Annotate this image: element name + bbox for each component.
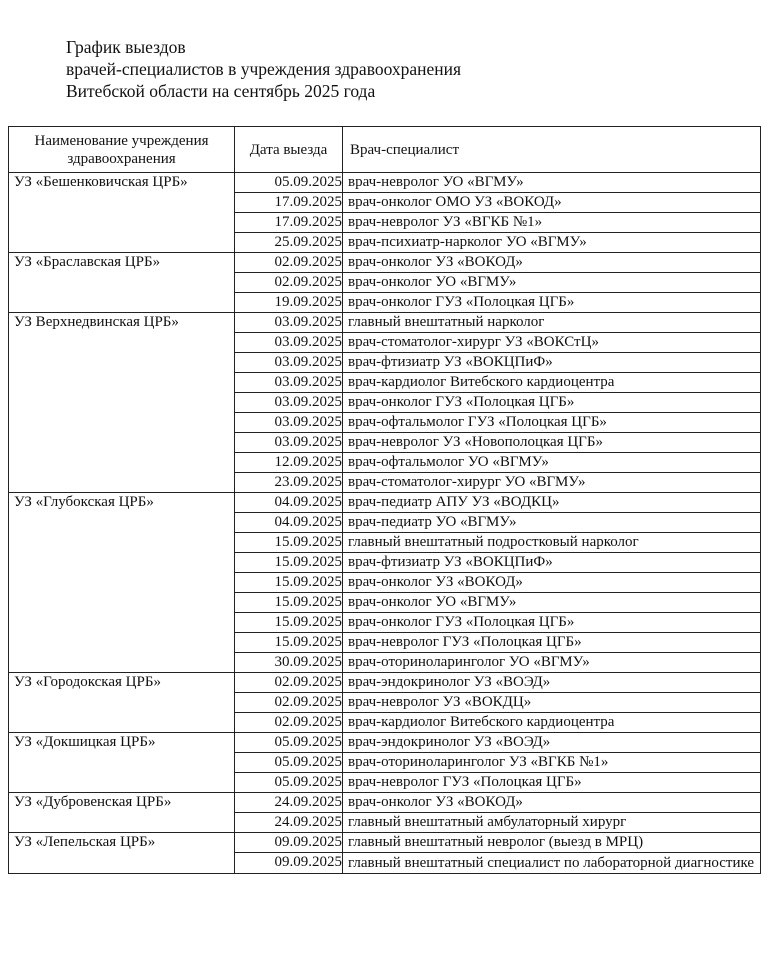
date-cell: 03.09.2025 (235, 333, 343, 353)
institution-cell: УЗ «Лепельская ЦРБ» (9, 833, 235, 874)
table-header-row (9, 127, 761, 173)
date-cell: 04.09.2025 (235, 493, 343, 513)
table-row (9, 673, 761, 693)
table-row (9, 793, 761, 813)
doctor-cell: врач-онколог УЗ «ВОКОД» (343, 253, 761, 273)
date-cell: 17.09.2025 (235, 213, 343, 233)
table-row (9, 493, 761, 513)
doctor-cell: врач-онколог УЗ «ВОКОД» (343, 573, 761, 593)
date-cell: 15.09.2025 (235, 573, 343, 593)
doctor-cell: врач-педиатр УО «ВГМУ» (343, 513, 761, 533)
doctor-cell: врач-оториноларинголог УО «ВГМУ» (343, 653, 761, 673)
institution-cell: УЗ «Браславская ЦРБ» (9, 253, 235, 313)
date-cell: 05.09.2025 (235, 753, 343, 773)
date-cell: 03.09.2025 (235, 413, 343, 433)
doctor-cell: врач-невролог УЗ «ВОКДЦ» (343, 693, 761, 713)
doctor-cell: врач-педиатр АПУ УЗ «ВОДКЦ» (343, 493, 761, 513)
doctor-cell: врач-невролог УЗ «Новополоцкая ЦГБ» (343, 433, 761, 453)
institution-cell: УЗ «Городокская ЦРБ» (9, 673, 235, 733)
doctor-cell: врач-кардиолог Витебского кардиоцентра (343, 713, 761, 733)
date-cell: 05.09.2025 (235, 773, 343, 793)
date-cell: 15.09.2025 (235, 553, 343, 573)
date-cell: 03.09.2025 (235, 373, 343, 393)
date-cell: 25.09.2025 (235, 233, 343, 253)
date-cell: 03.09.2025 (235, 393, 343, 413)
doctor-cell: врач-невролог ГУЗ «Полоцкая ЦГБ» (343, 633, 761, 653)
schedule-body (9, 173, 761, 874)
doctor-cell: врач-онколог ГУЗ «Полоцкая ЦГБ» (343, 393, 761, 413)
schedule-table (8, 126, 761, 874)
doctor-cell: врач-невролог УО «ВГМУ» (343, 173, 761, 193)
date-cell: 02.09.2025 (235, 693, 343, 713)
doctor-cell: врач-невролог ГУЗ «Полоцкая ЦГБ» (343, 773, 761, 793)
date-cell: 15.09.2025 (235, 633, 343, 653)
doctor-cell: врач-офтальмолог ГУЗ «Полоцкая ЦГБ» (343, 413, 761, 433)
date-cell: 30.09.2025 (235, 653, 343, 673)
doctor-cell: врач-офтальмолог УО «ВГМУ» (343, 453, 761, 473)
doctor-cell: врач-фтизиатр УЗ «ВОКЦПиФ» (343, 553, 761, 573)
doctor-cell: главный внештатный подростковый нарколог (343, 533, 761, 553)
date-cell: 15.09.2025 (235, 593, 343, 613)
date-cell: 02.09.2025 (235, 673, 343, 693)
doctor-cell: врач-стоматолог-хирург УО «ВГМУ» (343, 473, 761, 493)
doctor-cell: врач-эндокринолог УЗ «ВОЭД» (343, 673, 761, 693)
doctor-cell: врач-онколог УО «ВГМУ» (343, 593, 761, 613)
header-doctor: Врач-специалист (343, 127, 761, 173)
institution-cell: УЗ «Докшицкая ЦРБ» (9, 733, 235, 793)
date-cell: 15.09.2025 (235, 533, 343, 553)
doctor-cell: врач-онколог ОМО УЗ «ВОКОД» (343, 193, 761, 213)
date-cell: 05.09.2025 (235, 173, 343, 193)
document-title (66, 36, 461, 102)
doctor-cell: врач-стоматолог-хирург УЗ «ВОКСтЦ» (343, 333, 761, 353)
date-cell: 24.09.2025 (235, 813, 343, 833)
date-cell: 09.09.2025 (235, 853, 343, 874)
date-cell: 02.09.2025 (235, 253, 343, 273)
institution-cell: УЗ Верхнедвинская ЦРБ» (9, 313, 235, 493)
doctor-cell: врач-онколог УО «ВГМУ» (343, 273, 761, 293)
date-cell: 02.09.2025 (235, 273, 343, 293)
date-cell: 09.09.2025 (235, 833, 343, 853)
institution-cell: УЗ «Дубровенская ЦРБ» (9, 793, 235, 833)
doctor-cell: врач-невролог УЗ «ВГКБ №1» (343, 213, 761, 233)
doctor-cell: главный внештатный специалист по лабораторной диагностике (343, 853, 761, 874)
header-date: Дата выезда (235, 127, 343, 173)
date-cell: 19.09.2025 (235, 293, 343, 313)
title-line-2: врачей-специалистов в учреждения здравоохранения (66, 59, 462, 79)
institution-cell: УЗ «Глубокская ЦРБ» (9, 493, 235, 673)
date-cell: 03.09.2025 (235, 313, 343, 333)
table-row (9, 253, 761, 273)
date-cell: 04.09.2025 (235, 513, 343, 533)
date-cell: 03.09.2025 (235, 433, 343, 453)
doctor-cell: главный внештатный невролог (выезд в МРЦ) (343, 833, 761, 853)
institution-cell: УЗ «Бешенковичская ЦРБ» (9, 173, 235, 253)
doctor-cell: главный внештатный амбулаторный хирург (343, 813, 761, 833)
doctor-cell: врач-оториноларинголог УЗ «ВГКБ №1» (343, 753, 761, 773)
date-cell: 24.09.2025 (235, 793, 343, 813)
title-line-3: Витебской области на сентябрь 2025 года (66, 81, 376, 101)
doctor-cell: главный внештатный нарколог (343, 313, 761, 333)
date-cell: 12.09.2025 (235, 453, 343, 473)
date-cell: 15.09.2025 (235, 613, 343, 633)
table-row (9, 733, 761, 753)
doctor-cell: врач-кардиолог Витебского кардиоцентра (343, 373, 761, 393)
table-row (9, 833, 761, 853)
doctor-cell: врач-эндокринолог УЗ «ВОЭД» (343, 733, 761, 753)
doctor-cell: врач-психиатр-нарколог УО «ВГМУ» (343, 233, 761, 253)
date-cell: 02.09.2025 (235, 713, 343, 733)
doctor-cell: врач-онколог ГУЗ «Полоцкая ЦГБ» (343, 293, 761, 313)
date-cell: 03.09.2025 (235, 353, 343, 373)
table-row (9, 173, 761, 193)
date-cell: 17.09.2025 (235, 193, 343, 213)
date-cell: 05.09.2025 (235, 733, 343, 753)
doctor-cell: врач-фтизиатр УЗ «ВОКЦПиФ» (343, 353, 761, 373)
title-line-1: График выездов (66, 37, 186, 57)
header-institution: Наименование учреждения здравоохранения (9, 127, 235, 173)
doctor-cell: врач-онколог УЗ «ВОКОД» (343, 793, 761, 813)
table-row (9, 313, 761, 333)
doctor-cell: врач-онколог ГУЗ «Полоцкая ЦГБ» (343, 613, 761, 633)
date-cell: 23.09.2025 (235, 473, 343, 493)
